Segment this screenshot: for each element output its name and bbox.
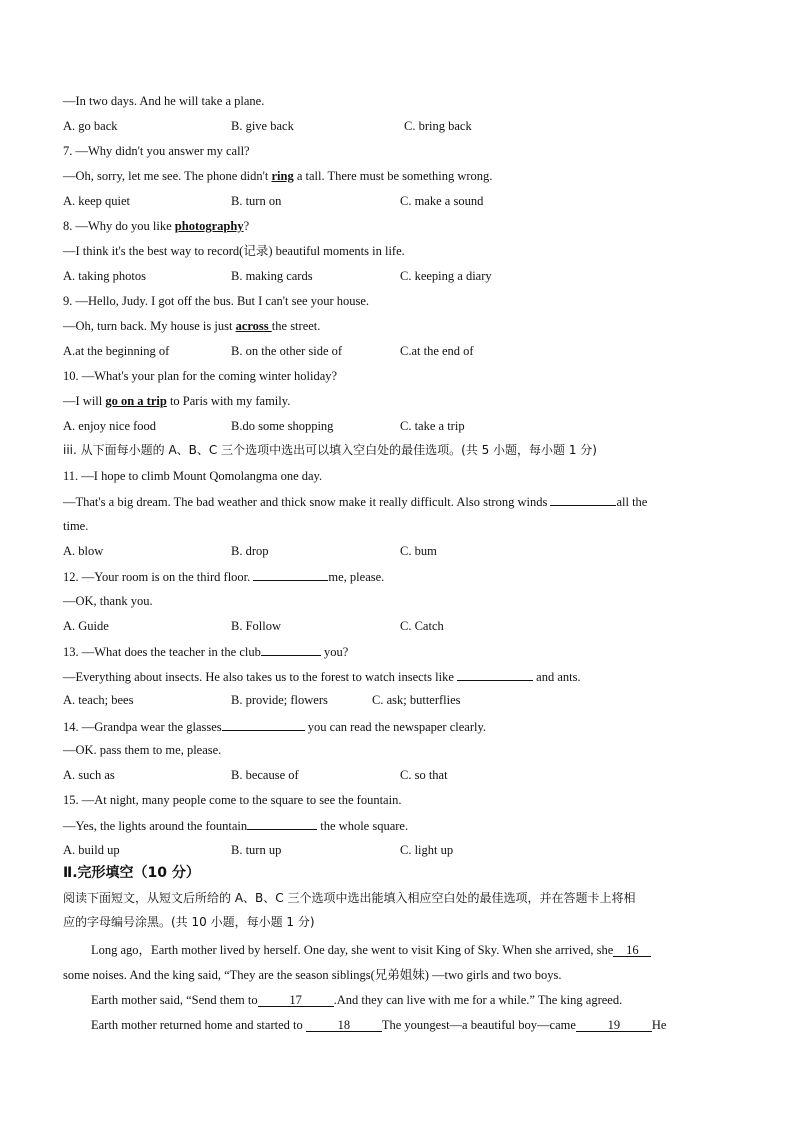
- q10-answer-text-end: to Paris with my family.: [166, 394, 291, 408]
- q15-option-b: B. turn up: [231, 843, 282, 857]
- q14-options: [63, 767, 733, 783]
- q6-option-c: C. bring back: [404, 119, 472, 133]
- q8-option-c: C. keeping a diary: [400, 269, 492, 283]
- q12-question-text: 12. —Your room is on the third floor.: [63, 570, 254, 584]
- blank-19: 19: [576, 1017, 652, 1032]
- q7-option-b: B. turn on: [231, 194, 282, 208]
- passage-text-end: .And they can live with me for a while.” The king agreed.: [333, 993, 623, 1007]
- section-ii-instructions-line1: 阅读下面短文，从短文后所给的 A、B、C 三个选项中选出能填入相应空白处的最佳选项，并在答题卡上将相: [63, 891, 636, 905]
- q15-option-a: A. build up: [63, 843, 120, 857]
- q15-option-c: C. light up: [400, 843, 454, 857]
- q8-answer: —I think it's the best way to record(记录) beautiful moments in life.: [63, 244, 405, 258]
- q13-question: [63, 643, 733, 659]
- q15-answer-text-end: the whole square.: [317, 819, 409, 833]
- q13-question-end: you?: [320, 645, 349, 659]
- q8-option-a: A. taking photos: [63, 269, 146, 283]
- q13-option-b: B. provide; flowers: [231, 693, 328, 707]
- q11-answer-continued: time.: [63, 519, 89, 533]
- q11-question: 11. —I hope to climb Mount Qomolangma one day.: [63, 469, 323, 483]
- q11-blank: [550, 493, 616, 506]
- q13-answer-text: —Everything about insects. He also takes us to the forest to watch insects like: [63, 670, 458, 684]
- passage-paragraph-2: [91, 992, 761, 1008]
- q11-answer-text: —That's a big dream. The bad weather and thick snow make it really difficult. Also strong winds: [63, 495, 551, 509]
- q15-options: [63, 842, 733, 858]
- q10-option-a: A. enjoy nice food: [63, 419, 157, 433]
- q10-question: 10. —What's your plan for the coming winter holiday?: [63, 369, 338, 383]
- q12-option-c: C. Catch: [400, 619, 444, 633]
- q7-option-a: A. keep quiet: [63, 194, 130, 208]
- q8-question-end: ?: [243, 219, 250, 233]
- q9-keyword: across: [235, 319, 272, 333]
- q13-option-c: C. ask; butterflies: [372, 693, 461, 707]
- q12-option-a: A. Guide: [63, 619, 109, 633]
- passage-paragraph-1-continued: some noises. And the king said, “They are the season siblings(兄弟姐妹) —two girls and two boys.: [63, 968, 562, 982]
- q9-answer-text: —Oh, turn back. My house is just: [63, 319, 236, 333]
- q8-question-text: 8. —Why do you like: [63, 219, 175, 233]
- blank-16: 16: [613, 942, 651, 957]
- section-ii-instructions-line2: 应的字母编号涂黑。(共 10 小题，每小题 1 分): [63, 915, 315, 929]
- q6-options: [63, 118, 733, 134]
- passage-text: Earth mother returned home and started to: [91, 1018, 306, 1032]
- passage-paragraph-3: [91, 1017, 731, 1033]
- passage-text: Long ago，Earth mother lived by herself. One day, she went to visit King of Sky. When she arrived, she: [91, 943, 614, 957]
- q11-option-c: C. bum: [400, 544, 437, 558]
- q6-answer: —In two days. And he will take a plane.: [63, 94, 265, 108]
- q8-question: [63, 218, 733, 234]
- q13-option-a: A. teach; bees: [63, 693, 134, 707]
- q15-answer-text: —Yes, the lights around the fountain: [63, 819, 248, 833]
- q13-blank-1: [261, 643, 321, 656]
- q11-answer: [63, 493, 733, 509]
- passage-text-end: He: [651, 1018, 667, 1032]
- q14-answer: —OK. pass them to me, please.: [63, 743, 222, 757]
- q14-question: [63, 718, 733, 734]
- q12-answer: —OK, thank you.: [63, 594, 153, 608]
- q11-answer-text-end: all the: [616, 495, 648, 509]
- q9-answer: [63, 318, 733, 334]
- q13-answer: [63, 668, 733, 684]
- q7-answer: [63, 168, 733, 184]
- q8-keyword: photography: [174, 219, 244, 233]
- q7-question: 7. —Why didn't you answer my call?: [63, 144, 250, 158]
- q14-question-end: you can read the newspaper clearly.: [304, 720, 487, 734]
- q7-answer-text-end: a tall. There must be something wrong.: [293, 169, 493, 183]
- q14-option-a: A. such as: [63, 768, 115, 782]
- q9-option-c: C.at the end of: [400, 344, 474, 358]
- q13-blank-2: [457, 668, 533, 681]
- q11-option-b: B. drop: [231, 544, 269, 558]
- q10-option-c: C. take a trip: [400, 419, 465, 433]
- q14-option-c: C. so that: [400, 768, 448, 782]
- passage-text-mid: The youngest—a beautiful boy—came: [381, 1018, 576, 1032]
- q15-answer: [63, 817, 733, 833]
- section-iii-instructions: iii. 从下面每小题的 A、B、C 三个选项中选出可以填入空白处的最佳选项。(共 5 小题，每小题 1 分): [63, 443, 597, 457]
- q7-options: [63, 193, 733, 209]
- q9-question: 9. —Hello, Judy. I got off the bus. But I can't see your house.: [63, 294, 370, 308]
- q9-options: [63, 343, 733, 359]
- q7-option-c: C. make a sound: [400, 194, 484, 208]
- q14-question-text: 14. —Grandpa wear the glasses: [63, 720, 222, 734]
- q9-answer-text-end: the street.: [271, 319, 321, 333]
- q6-option-a: A. go back: [63, 119, 118, 133]
- q8-options: [63, 268, 733, 284]
- q11-options: [63, 543, 733, 559]
- q9-option-a: A.at the beginning of: [63, 344, 170, 358]
- q10-keyword: go on a trip: [105, 394, 167, 408]
- q9-option-b: B. on the other side of: [231, 344, 343, 358]
- q8-option-b: B. making cards: [231, 269, 313, 283]
- q15-question: 15. —At night, many people come to the square to see the fountain.: [63, 793, 402, 807]
- passage-text: Earth mother said, “Send them to: [91, 993, 258, 1007]
- q15-blank: [247, 817, 317, 830]
- q10-answer-text: —I will: [63, 394, 106, 408]
- q6-option-b: B. give back: [231, 119, 294, 133]
- q12-option-b: B. Follow: [231, 619, 282, 633]
- passage-paragraph-1: [91, 942, 731, 958]
- q12-blank: [253, 568, 328, 581]
- q7-keyword: ring: [271, 169, 294, 183]
- q14-blank: [222, 718, 305, 731]
- q10-option-b: B.do some shopping: [231, 419, 334, 433]
- q13-question-text: 13. —What does the teacher in the club: [63, 645, 261, 659]
- q10-answer: [63, 393, 733, 409]
- q12-question: [63, 568, 733, 584]
- q14-option-b: B. because of: [231, 768, 299, 782]
- q10-options: [63, 418, 733, 434]
- q7-answer-text: —Oh, sorry, let me see. The phone didn't: [63, 169, 272, 183]
- q12-options: [63, 618, 733, 634]
- q13-answer-text-end: and ants.: [533, 670, 581, 684]
- blank-17: 17: [258, 992, 334, 1007]
- q13-options: [63, 692, 733, 708]
- blank-18: 18: [306, 1017, 382, 1032]
- q11-option-a: A. blow: [63, 544, 104, 558]
- section-ii-heading: Ⅱ.完形填空（10 分）: [63, 865, 200, 881]
- q12-question-end: me, please.: [328, 570, 385, 584]
